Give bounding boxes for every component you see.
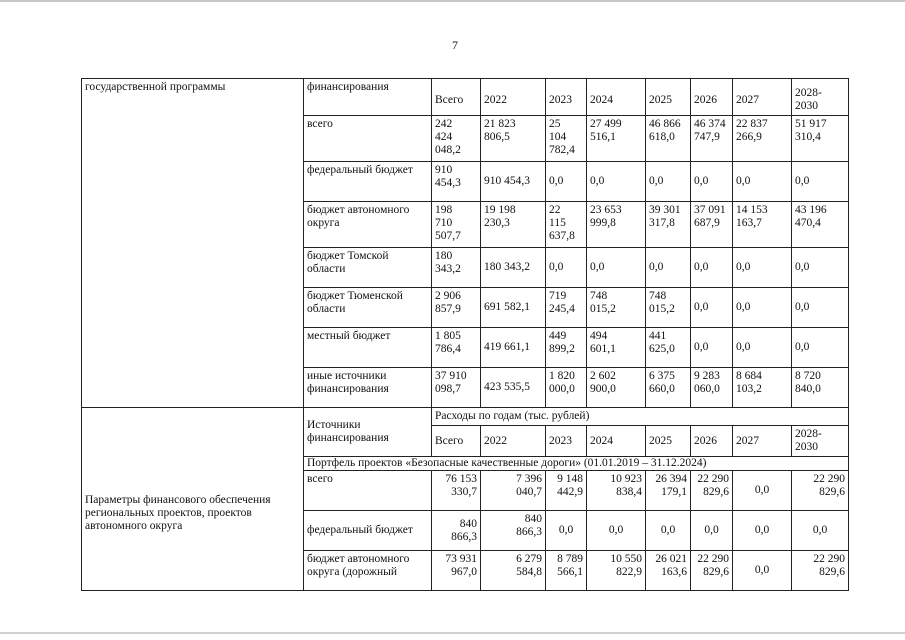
value-cell: 39 301 317,8 xyxy=(646,202,691,248)
value-cell: 10 923 838,4 xyxy=(587,471,646,511)
header-year-cell: 2028- 2030 xyxy=(792,79,849,116)
scan-top-edge xyxy=(0,0,905,2)
sources-header-cell: Источники финансирования xyxy=(304,408,432,457)
header-sources-cell: финансирования xyxy=(304,79,432,116)
value-cell: 26 021 163,6 xyxy=(646,551,691,591)
value-cell: 8 720 840,0 xyxy=(792,368,849,408)
header-year-cell: 2026 xyxy=(691,79,733,116)
value-cell: 37 091 687,9 xyxy=(691,202,733,248)
value-cell: 6 279 584,8 xyxy=(481,551,546,591)
value-cell: 0,0 xyxy=(646,511,691,551)
value-cell: 10 550 822,9 xyxy=(587,551,646,591)
value-cell: 0,0 xyxy=(691,288,733,328)
value-cell: 748 015,2 xyxy=(646,288,691,328)
value-cell: 7 396 040,7 xyxy=(481,471,546,511)
value-cell: 0,0 xyxy=(733,288,792,328)
expenses-header-cell: Расходы по годам (тыс. рублей) xyxy=(432,408,849,426)
source-label-cell: федеральный бюджет xyxy=(304,162,432,202)
source-label-cell: всего xyxy=(304,116,432,162)
value-cell: 910 454,3 xyxy=(481,162,546,202)
value-cell: 2 602 900,0 xyxy=(587,368,646,408)
value-cell: 0,0 xyxy=(792,328,849,368)
table-header-row xyxy=(82,408,849,426)
source-label-cell: местный бюджет xyxy=(304,328,432,368)
program-label-cell: государственной программы xyxy=(82,79,304,408)
total-cell: 2 906 857,9 xyxy=(432,288,481,328)
value-cell: 0,0 xyxy=(691,328,733,368)
value-cell: 43 196 470,4 xyxy=(792,202,849,248)
value-cell: 46 374 747,9 xyxy=(691,116,733,162)
value-cell: 0,0 xyxy=(792,288,849,328)
value-cell: 691 582,1 xyxy=(481,288,546,328)
table-header-row xyxy=(82,79,849,116)
value-cell: 0,0 xyxy=(587,511,646,551)
value-cell: 0,0 xyxy=(691,248,733,288)
value-cell: 0,0 xyxy=(792,511,849,551)
value-cell: 180 343,2 xyxy=(481,248,546,288)
value-cell: 46 866 618,0 xyxy=(646,116,691,162)
value-cell: 6 375 660,0 xyxy=(646,368,691,408)
value-cell: 1 820 000,0 xyxy=(546,368,587,408)
value-cell: 0,0 xyxy=(546,248,587,288)
value-cell: 0,0 xyxy=(733,328,792,368)
header-year-cell: 2022 xyxy=(481,79,546,116)
header-year-cell: Всего xyxy=(432,79,481,116)
value-cell: 0,0 xyxy=(691,511,733,551)
portfolio-title-cell: Портфель проектов «Безопасные качественные дороги» (01.01.2019 – 31.12.2024) xyxy=(304,457,849,471)
header-year-cell: 2023 xyxy=(546,79,587,116)
value-cell: 0,0 xyxy=(691,162,733,202)
header-year-cell: 2024 xyxy=(587,426,646,457)
params-label-cell: Параметры финансового обеспечения региональных проектов, проектов автономного округа xyxy=(82,408,304,591)
header-year-cell: 2024 xyxy=(587,79,646,116)
value-cell: 0,0 xyxy=(587,248,646,288)
value-cell: 840 866,3 xyxy=(481,511,546,551)
value-cell: 22 290 829,6 xyxy=(691,551,733,591)
header-year-cell: 2028- 2030 xyxy=(792,426,849,457)
source-label-cell: бюджет Томской области xyxy=(304,248,432,288)
source-label-cell: федеральный бюджет xyxy=(304,511,432,551)
value-cell: 0,0 xyxy=(733,471,792,511)
value-cell: 22 837 266,9 xyxy=(733,116,792,162)
value-cell: 22 115 637,8 xyxy=(546,202,587,248)
header-year-cell: 2025 xyxy=(646,79,691,116)
source-label-cell: бюджет автономного округа (дорожный xyxy=(304,551,432,591)
total-cell: 1 805 786,4 xyxy=(432,328,481,368)
value-cell: 0,0 xyxy=(792,162,849,202)
value-cell: 449 899,2 xyxy=(546,328,587,368)
total-cell: 242 424 048,2 xyxy=(432,116,481,162)
value-cell: 22 290 829,6 xyxy=(691,471,733,511)
source-label-cell: всего xyxy=(304,471,432,511)
header-year-cell: 2026 xyxy=(691,426,733,457)
value-cell: 22 290 829,6 xyxy=(792,471,849,511)
total-cell: 198 710 507,7 xyxy=(432,202,481,248)
header-year-cell: 2027 xyxy=(733,79,792,116)
value-cell: 719 245,4 xyxy=(546,288,587,328)
source-label-cell: иные источники финансирования xyxy=(304,368,432,408)
total-cell: 180 343,2 xyxy=(432,248,481,288)
source-label-cell: бюджет автономного округа xyxy=(304,202,432,248)
value-cell: 23 653 999,8 xyxy=(587,202,646,248)
value-cell: 9 283 060,0 xyxy=(691,368,733,408)
total-cell: 910 454,3 xyxy=(432,162,481,202)
value-cell: 0,0 xyxy=(546,162,587,202)
value-cell: 9 148 442,9 xyxy=(546,471,587,511)
value-cell: 25 104 782,4 xyxy=(546,116,587,162)
value-cell: 22 290 829,6 xyxy=(792,551,849,591)
value-cell: 0,0 xyxy=(733,162,792,202)
value-cell: 0,0 xyxy=(733,551,792,591)
total-cell: 76 153 330,7 xyxy=(432,471,481,511)
header-year-cell: 2023 xyxy=(546,426,587,457)
header-year-cell: Всего xyxy=(432,426,481,457)
total-cell: 840 866,3 xyxy=(432,511,481,551)
value-cell: 0,0 xyxy=(733,511,792,551)
value-cell: 26 394 179,1 xyxy=(646,471,691,511)
page-number: 7 xyxy=(452,38,458,52)
financing-table xyxy=(81,78,849,591)
value-cell: 27 499 516,1 xyxy=(587,116,646,162)
value-cell: 21 823 806,5 xyxy=(481,116,546,162)
value-cell: 0,0 xyxy=(646,162,691,202)
value-cell: 419 661,1 xyxy=(481,328,546,368)
value-cell: 441 625,0 xyxy=(646,328,691,368)
total-cell: 37 910 098,7 xyxy=(432,368,481,408)
header-year-cell: 2025 xyxy=(646,426,691,457)
source-label-cell: бюджет Тюменской области xyxy=(304,288,432,328)
value-cell: 0,0 xyxy=(587,162,646,202)
total-cell: 73 931 967,0 xyxy=(432,551,481,591)
value-cell: 0,0 xyxy=(733,248,792,288)
header-year-cell: 2027 xyxy=(733,426,792,457)
value-cell: 0,0 xyxy=(646,248,691,288)
value-cell: 423 535,5 xyxy=(481,368,546,408)
scan-bottom-edge xyxy=(0,632,905,634)
value-cell: 8 684 103,2 xyxy=(733,368,792,408)
value-cell: 51 917 310,4 xyxy=(792,116,849,162)
value-cell: 14 153 163,7 xyxy=(733,202,792,248)
value-cell: 8 789 566,1 xyxy=(546,551,587,591)
value-cell: 0,0 xyxy=(546,511,587,551)
value-cell: 0,0 xyxy=(792,248,849,288)
header-year-cell: 2022 xyxy=(481,426,546,457)
value-cell: 748 015,2 xyxy=(587,288,646,328)
value-cell: 19 198 230,3 xyxy=(481,202,546,248)
value-cell: 494 601,1 xyxy=(587,328,646,368)
